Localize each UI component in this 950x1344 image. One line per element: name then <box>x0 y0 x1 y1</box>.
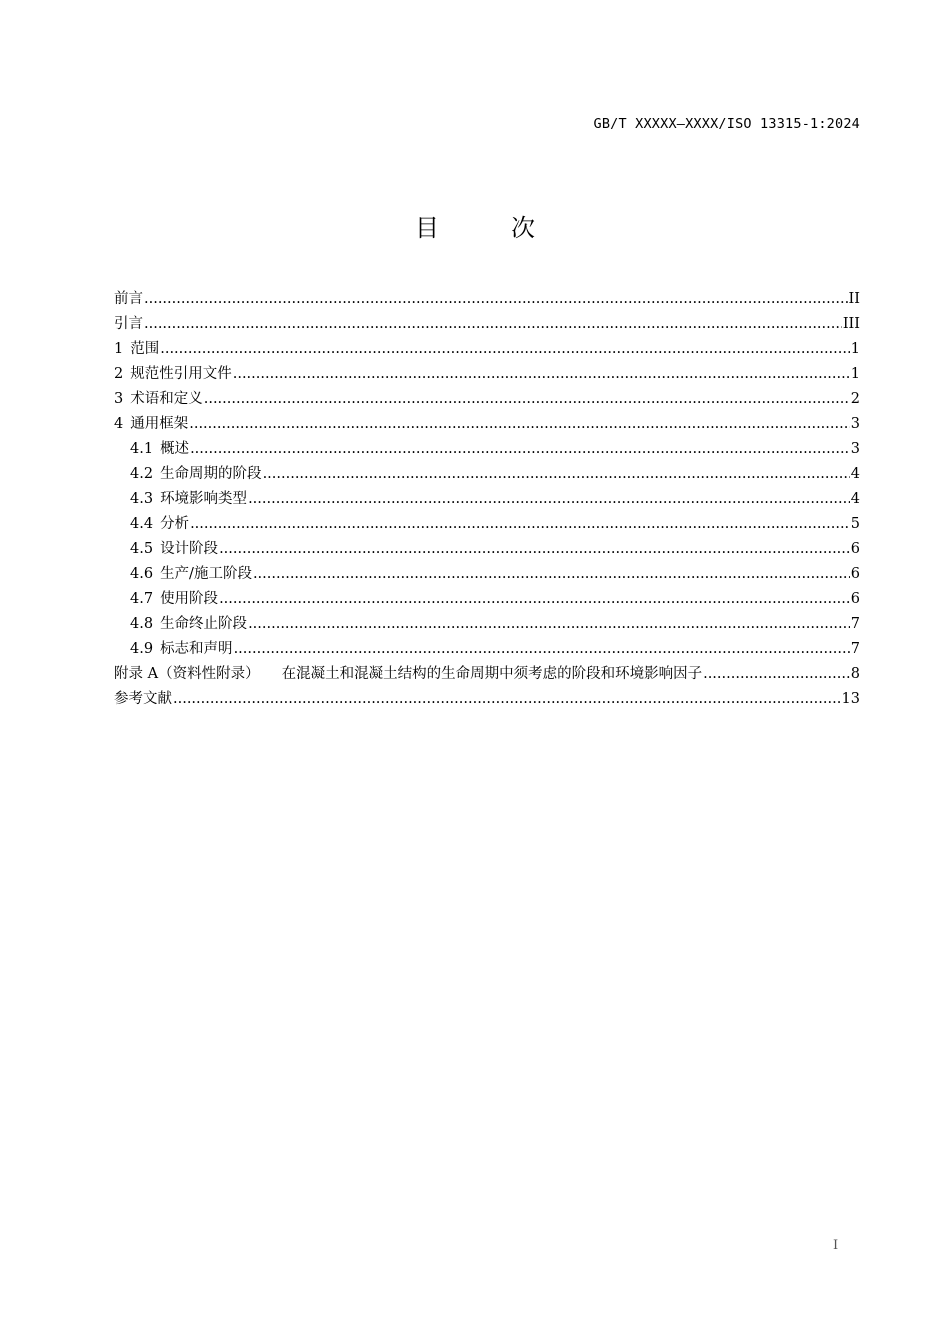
toc-entry-page: 7 <box>850 641 860 657</box>
toc-entry-number: 1 <box>114 341 124 357</box>
toc-entry-section-3[interactable] <box>114 387 860 412</box>
toc-entry-section-4-1[interactable] <box>114 437 860 462</box>
toc-entry-section-4-8[interactable] <box>114 612 860 637</box>
toc-entry-page: 2 <box>850 391 860 407</box>
toc-dot-leader <box>248 487 850 512</box>
toc-entry-number: 4.9 <box>130 641 154 657</box>
toc-entry-label: 前言 <box>114 291 143 307</box>
toc-dot-leader <box>233 362 850 387</box>
toc-entry-section-4-5[interactable] <box>114 537 860 562</box>
toc-annex-title: 在混凝土和混凝土结构的生命周期中须考虑的阶段和环境影响因子 <box>281 666 703 682</box>
toc-dot-leader <box>173 687 841 712</box>
toc-dot-leader <box>189 412 850 437</box>
toc-dot-leader <box>144 312 842 337</box>
toc-dot-leader <box>190 437 850 462</box>
page-number: I <box>833 1238 839 1253</box>
toc-dot-leader <box>160 337 850 362</box>
toc-entry-label: 生产/施工阶段 <box>160 566 252 582</box>
toc-entry-section-4-7[interactable] <box>114 587 860 612</box>
toc-entry-introduction[interactable] <box>114 312 860 337</box>
toc-entry-page: 1 <box>850 366 860 382</box>
toc-entry-page: 4 <box>850 491 860 507</box>
table-of-contents <box>114 287 860 712</box>
toc-entry-label: 概述 <box>160 441 190 457</box>
toc-entry-label: 规范性引用文件 <box>130 366 232 382</box>
toc-entry-page: II <box>848 291 860 307</box>
toc-entry-section-4-3[interactable] <box>114 487 860 512</box>
toc-entry-section-4-4[interactable] <box>114 512 860 537</box>
toc-entry-page: 3 <box>850 416 860 432</box>
toc-entry-number: 4 <box>114 416 124 432</box>
toc-entry-section-2[interactable] <box>114 362 860 387</box>
toc-dot-leader <box>234 637 850 662</box>
toc-entry-label: 附录 A（资料性附录） <box>114 666 260 682</box>
toc-entry-number: 4.5 <box>130 541 154 557</box>
toc-entry-section-4[interactable] <box>114 412 860 437</box>
toc-entry-number: 4.8 <box>130 616 154 632</box>
toc-entry-label: 使用阶段 <box>160 591 219 607</box>
toc-entry-number: 4.7 <box>130 591 154 607</box>
toc-dot-leader <box>253 562 850 587</box>
toc-entry-label: 参考文献 <box>114 691 172 707</box>
toc-entry-number: 4.2 <box>130 466 154 482</box>
toc-dot-leader <box>219 587 850 612</box>
toc-entry-foreword[interactable] <box>114 287 860 312</box>
toc-entry-label: 术语和定义 <box>130 391 203 407</box>
toc-entry-label: 生命周期的阶段 <box>160 466 262 482</box>
toc-entry-number: 4.1 <box>130 441 154 457</box>
standard-code-header: GB/T XXXXX—XXXX/ISO 13315-1:2024 <box>593 116 860 132</box>
toc-entry-number: 3 <box>114 391 124 407</box>
toc-entry-label: 生命终止阶段 <box>160 616 248 632</box>
toc-entry-number: 4.6 <box>130 566 154 582</box>
toc-entry-annex-a[interactable] <box>114 662 860 687</box>
toc-entry-section-4-9[interactable] <box>114 637 860 662</box>
toc-entry-page: 5 <box>850 516 860 532</box>
toc-entry-number: 4.3 <box>130 491 154 507</box>
toc-entry-section-4-6[interactable] <box>114 562 860 587</box>
toc-entry-section-4-2[interactable] <box>114 462 860 487</box>
toc-entry-label: 环境影响类型 <box>160 491 248 507</box>
toc-entry-page: 8 <box>850 666 860 682</box>
toc-dot-leader <box>219 537 850 562</box>
toc-dot-leader <box>263 462 850 487</box>
toc-entry-label: 设计阶段 <box>160 541 219 557</box>
toc-entry-page: 13 <box>841 691 860 707</box>
toc-entry-label: 范围 <box>130 341 160 357</box>
toc-entry-section-1[interactable] <box>114 337 860 362</box>
toc-entry-number: 2 <box>114 366 124 382</box>
toc-entry-page: 6 <box>850 566 860 582</box>
toc-entry-page: 6 <box>850 591 860 607</box>
toc-entry-page: III <box>842 316 860 332</box>
toc-entry-bibliography[interactable] <box>114 687 860 712</box>
toc-entry-label: 标志和声明 <box>160 641 233 657</box>
toc-entry-label: 分析 <box>160 516 190 532</box>
toc-entry-page: 7 <box>850 616 860 632</box>
toc-dot-leader <box>190 512 850 537</box>
toc-entry-page: 4 <box>850 466 860 482</box>
toc-entry-number: 4.4 <box>130 516 154 532</box>
toc-dot-leader <box>703 662 850 687</box>
toc-dot-leader <box>248 612 850 637</box>
toc-entry-label: 通用框架 <box>130 416 189 432</box>
toc-dot-leader <box>204 387 850 412</box>
toc-entry-page: 3 <box>850 441 860 457</box>
toc-entry-label: 引言 <box>114 316 143 332</box>
toc-entry-page: 1 <box>850 341 860 357</box>
toc-entry-page: 6 <box>850 541 860 557</box>
page-title: 目 次 <box>415 214 559 242</box>
toc-dot-leader <box>144 287 848 312</box>
